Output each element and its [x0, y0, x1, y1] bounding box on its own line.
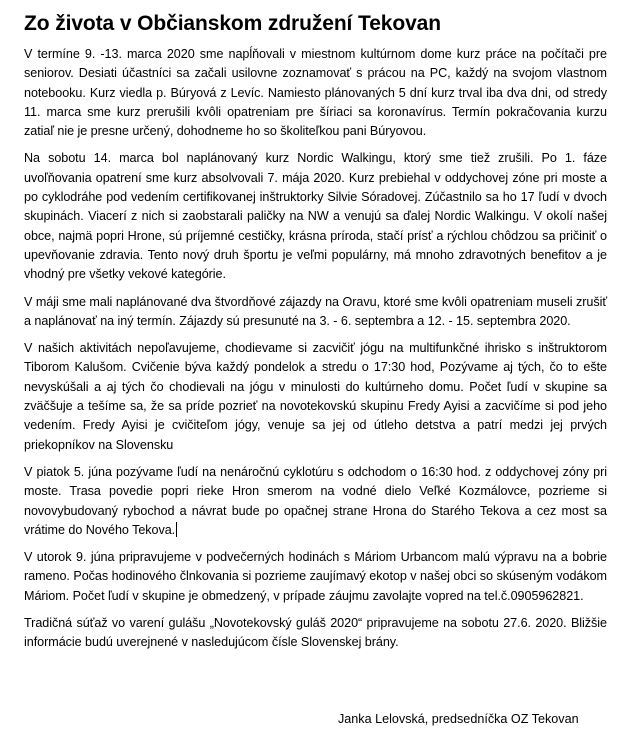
- text-cursor: [176, 522, 177, 537]
- paragraph-cycling-tour: [24, 463, 607, 540]
- document-title: Zo života v Občianskom združení Tekovan: [24, 12, 441, 35]
- signature: Janka Lelovská, predsedníčka OZ Tekovan: [338, 712, 579, 726]
- paragraph-orava-trips: V máji sme mali naplánované dva štvordňové zájazdy na Oravu, ktoré sme kvôli opatreniam museli zrušiť a naplánovať na iný termín. Zájazdy sú presunuté na 3. - 6. septembra a 12. - 15. septembra 2020.: [24, 294, 607, 328]
- paragraph-yoga: V našich aktivitách nepoľavujeme, chodievame si zacvičiť jógu na multifunkčné ihrisko s inštruktorom Tiborom Kalušom. Cvičenie býva každý pondelok a stredu o 17:30 hod, Pozývame aj tých, čo to ešte nevyskúšali a aj tých čo chodievali na jógu v minulosti do kultúrneho domu. Počet ľudí v skupine sa zväčšuje a tešíme sa, že sa príde pozrieť na novotekovskú skupinu Fredy Ayisi a zacvičíme si pod jeho vedením. Fredy Ayisi je cvičiteľom jógy, venuje sa jej od útleho detstva a patrí medzi jej prvých priekopníkov na Slovensku: [24, 341, 607, 452]
- paragraph-goulash-contest: Tradičná súťaž vo varení gulášu „Novotekovský guláš 2020“ pripravujeme na sobotu 27.6. 2020. Bližšie informácie budú uverejnené v nasledujúcom čísle Slovenskej brány.: [24, 616, 607, 650]
- paragraph-cycling-tour-text: V piatok 5. júna pozývame ľudí na nenáročnú cyklotúru s odchodom o 16:30 hod. z oddychovej zóny pri moste. Trasa povedie popri rieke Hron smerom na vodné dielo Veľké Kozmálovce, pozrieme si novovybudovaný rybochod a návrat bude po opačnej strane Hrona do Starého Tekova a cez most sa vrátime do Nového Tekova.: [24, 464, 607, 537]
- paragraph-computer-course: V termíne 9. -13. marca 2020 sme napĺňovali v miestnom kultúrnom dome kurz práce na počítači pre seniorov. Desiati účastníci sa začali usilovne zoznamovať s prácou na PC, každý na svojom vlastnom notebooku. Kurz viedla p. Búryová z Levíc. Namiesto plánovaných 5 dní kurz trval iba dva dni, od stredy 11. marca sme kurz prerušili kvôli opatreniam pre šíriaci sa koronavírus. Termín pokračovania kurzu zatiaľ nie je presne určený, dohodneme ho so školiteľkou pani Búryovou.: [24, 47, 607, 139]
- paragraph-beaver-trip: V utorok 9. júna pripravujeme v podvečerných hodinách s Máriom Urbancom malú výpravu na a bobrie rameno. Počas hodinového člnkovania si pozrieme zaujímavý ekotop v našej obci so skúseným vodákom Máriom. Počet ľudí v skupine je obmedzený, v prípade záujmu zavolajte vopred na tel.č.0905962821.: [24, 550, 607, 603]
- paragraph-nordic-walking: Na sobotu 14. marca bol naplánovaný kurz Nordic Walkingu, ktorý sme tiež zrušili. Po 1. fáze uvoľňovania opatrení sme kurz absolvovali 7. mája 2020. Kurz prebiehal v oddychovej zóne pri moste a po cyklodráhe pod vedením certifikovanej inštruktorky Silvie Sóradovej. Zúčastnilo sa ho 17 ľudí v dvoch skupinách. Viacerí z nich si zaobstarali paličky na NW a venujú sa ďalej Nordic Walkingu. V okolí našej obce, najmä popri Hrone, sú príjemné cestičky, krásna príroda, stačí prísť a rýchlou chôdzou sa pričiniť o upevňovanie zdravia. Tento nový druh športu je veľmi populárny, má mnoho zdravotných benefitov a je vhodný pre všetky vekové kategórie.: [24, 151, 607, 282]
